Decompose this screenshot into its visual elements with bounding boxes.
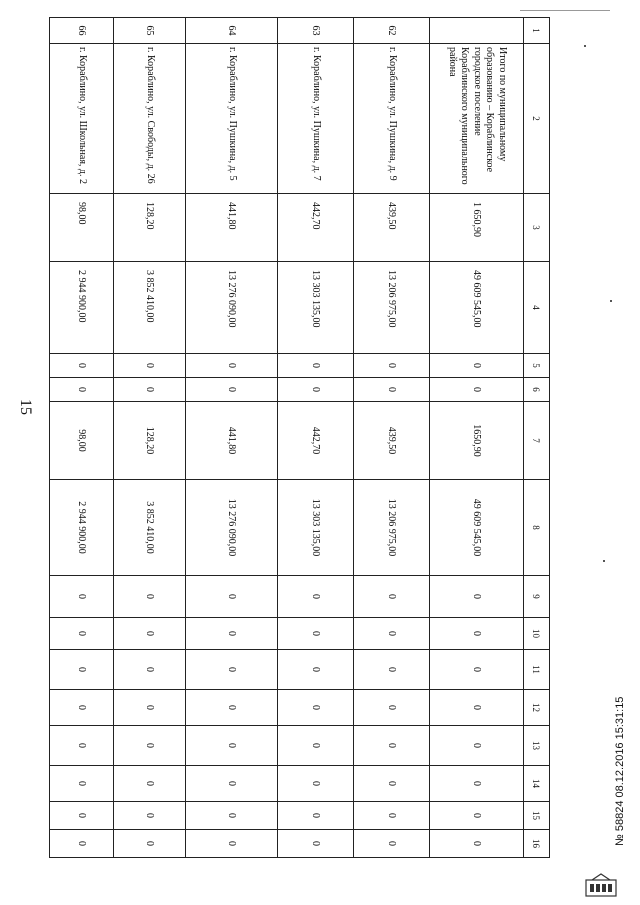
address-cell: г. Кораблино, ул. Школьная, д. 2 (50, 44, 114, 194)
value-cell: 13 303 135,00 (278, 480, 354, 576)
scan-speck (584, 45, 586, 47)
header-cell: 6 (524, 378, 550, 402)
address-cell: Итого по муниципальному образованию – Кораблинское городское поселение Кораблинского муниципального района (430, 44, 524, 194)
value-cell: 0 (50, 690, 114, 726)
value-cell: 0 (430, 766, 524, 802)
value-cell: 0 (278, 766, 354, 802)
value-cell: 0 (114, 576, 186, 618)
header-cell: 11 (524, 650, 550, 690)
value-cell: 0 (278, 650, 354, 690)
value-cell: 0 (278, 690, 354, 726)
value-cell: 0 (430, 618, 524, 650)
header-row (524, 18, 550, 858)
header-cell: 4 (524, 262, 550, 354)
table-row (114, 18, 186, 858)
value-cell: 442,70 (278, 194, 354, 262)
value-cell: 0 (50, 830, 114, 858)
value-cell: 0 (430, 726, 524, 766)
table-row (354, 18, 430, 858)
value-cell: 0 (50, 618, 114, 650)
value-cell: 13 206 975,00 (354, 262, 430, 354)
value-cell: 0 (430, 650, 524, 690)
header-cell: 2 (524, 44, 550, 194)
value-cell: 0 (114, 726, 186, 766)
value-cell: 0 (186, 690, 278, 726)
header-cell: 13 (524, 726, 550, 766)
table-row (186, 18, 278, 858)
value-cell: 0 (354, 650, 430, 690)
header-cell: 3 (524, 194, 550, 262)
address-cell: г. Кораблино, ул. Пушкина, д. 7 (278, 44, 354, 194)
value-cell: 0 (354, 690, 430, 726)
value-cell: 0 (354, 802, 430, 830)
value-cell: 0 (114, 354, 186, 378)
value-cell: 128,20 (114, 194, 186, 262)
header-cell: 7 (524, 402, 550, 480)
value-cell: 0 (186, 766, 278, 802)
value-cell: 49 609 545,00 (430, 480, 524, 576)
seal-icon (584, 872, 618, 900)
value-cell: 0 (430, 690, 524, 726)
value-cell: 49 609 545,00 (430, 262, 524, 354)
value-cell: 0 (430, 354, 524, 378)
registration-stamp: № 58824 08.12.2016 15:31:15 (614, 696, 626, 846)
value-cell: 0 (354, 378, 430, 402)
value-cell: 0 (430, 802, 524, 830)
table-row (50, 18, 114, 858)
value-cell: 3 852 410,00 (114, 262, 186, 354)
scan-edge-line (520, 10, 610, 11)
address-cell: г. Кораблино, ул. Свободы, д. 26 (114, 44, 186, 194)
value-cell: 0 (354, 576, 430, 618)
header-cell: 16 (524, 830, 550, 858)
header-cell: 1 (524, 18, 550, 44)
scan-speck (603, 560, 605, 562)
value-cell: 0 (430, 576, 524, 618)
value-cell: 0 (278, 378, 354, 402)
value-cell: 0 (50, 766, 114, 802)
header-cell: 10 (524, 618, 550, 650)
value-cell: 0 (114, 802, 186, 830)
value-cell: 0 (50, 378, 114, 402)
value-cell: 0 (354, 766, 430, 802)
value-cell: 0 (50, 354, 114, 378)
row-index: 63 (278, 18, 354, 44)
value-cell: 128,20 (114, 402, 186, 480)
value-cell: 442,70 (278, 402, 354, 480)
value-cell: 0 (114, 378, 186, 402)
header-cell: 14 (524, 766, 550, 802)
value-cell: 0 (278, 618, 354, 650)
value-cell: 0 (50, 726, 114, 766)
value-cell: 0 (278, 726, 354, 766)
value-cell: 0 (50, 576, 114, 618)
header-cell: 5 (524, 354, 550, 378)
table-row (278, 18, 354, 858)
value-cell: 0 (354, 354, 430, 378)
row-index: 64 (186, 18, 278, 44)
value-cell: 0 (114, 766, 186, 802)
value-cell: 0 (186, 618, 278, 650)
value-cell: 441,80 (186, 194, 278, 262)
value-cell: 0 (430, 830, 524, 858)
value-cell: 441,80 (186, 402, 278, 480)
row-index: 65 (114, 18, 186, 44)
value-cell: 98,00 (50, 402, 114, 480)
value-cell: 0 (278, 354, 354, 378)
value-cell: 0 (354, 618, 430, 650)
value-cell: 2 944 900,00 (50, 480, 114, 576)
row-index: 62 (354, 18, 430, 44)
value-cell: 1650,90 (430, 402, 524, 480)
row-index (430, 18, 524, 44)
value-cell: 1 650,90 (430, 194, 524, 262)
value-cell: 13 276 090,00 (186, 480, 278, 576)
housing-table (49, 17, 550, 858)
header-cell: 15 (524, 802, 550, 830)
value-cell: 3 852 410,00 (114, 480, 186, 576)
value-cell: 0 (186, 378, 278, 402)
value-cell: 0 (50, 802, 114, 830)
housing-table-rotated (50, 17, 550, 848)
address-cell: г. Кораблино, ул. Пушкина, д. 5 (186, 44, 278, 194)
value-cell: 0 (114, 830, 186, 858)
value-cell: 0 (186, 354, 278, 378)
value-cell: 0 (186, 650, 278, 690)
value-cell: 0 (186, 830, 278, 858)
row-index: 66 (50, 18, 114, 44)
value-cell: 0 (186, 802, 278, 830)
header-cell: 9 (524, 576, 550, 618)
value-cell: 0 (114, 618, 186, 650)
page-number: 15 (17, 399, 34, 415)
header-cell: 12 (524, 690, 550, 726)
value-cell: 13 303 135,00 (278, 262, 354, 354)
table-row (430, 18, 524, 858)
value-cell: 0 (354, 726, 430, 766)
value-cell: 98,00 (50, 194, 114, 262)
value-cell: 0 (354, 830, 430, 858)
value-cell: 0 (278, 576, 354, 618)
value-cell: 13 276 090,00 (186, 262, 278, 354)
value-cell: 0 (186, 726, 278, 766)
value-cell: 439,50 (354, 194, 430, 262)
address-cell: г. Кораблино, ул. Пушкина, д. 9 (354, 44, 430, 194)
value-cell: 0 (186, 576, 278, 618)
value-cell: 0 (278, 802, 354, 830)
value-cell: 0 (430, 378, 524, 402)
value-cell: 0 (50, 650, 114, 690)
value-cell: 439,50 (354, 402, 430, 480)
value-cell: 2 944 900,00 (50, 262, 114, 354)
value-cell: 13 206 975,00 (354, 480, 430, 576)
header-cell: 8 (524, 480, 550, 576)
scan-speck (610, 300, 612, 302)
value-cell: 0 (114, 650, 186, 690)
value-cell: 0 (114, 690, 186, 726)
value-cell: 0 (278, 830, 354, 858)
